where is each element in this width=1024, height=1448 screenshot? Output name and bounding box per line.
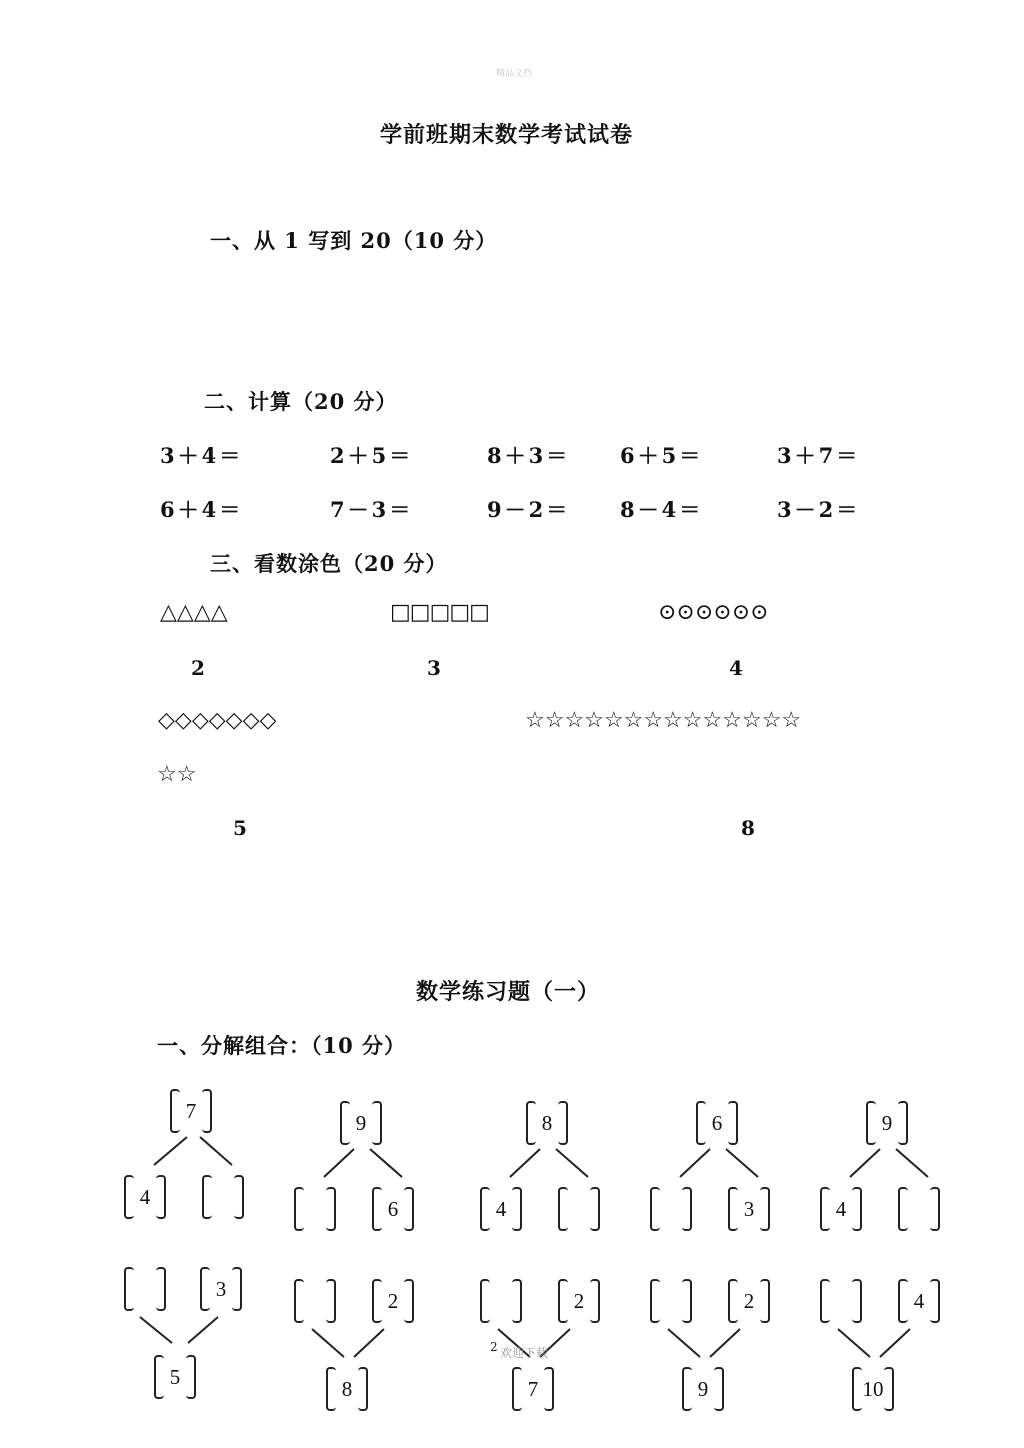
number-box[interactable]: 4 (124, 1175, 166, 1219)
calc-expression: 3＋4＝ (160, 443, 244, 468)
calc-expression: 7－3＝ (330, 497, 414, 522)
color-count: 4 (729, 656, 743, 680)
number-box[interactable] (294, 1187, 336, 1231)
section-1-heading: 一、从 1 写到 20（10 分） (210, 228, 498, 253)
number-box[interactable]: 6 (696, 1101, 738, 1145)
number-box[interactable]: 3 (200, 1267, 242, 1311)
split-tree (478, 1097, 618, 1237)
dotted-circle-group: ⊙⊙⊙⊙⊙⊙ (658, 600, 769, 625)
number-box[interactable]: 10 (852, 1367, 894, 1411)
number-box[interactable]: 3 (728, 1187, 770, 1231)
number-box[interactable]: 2 (558, 1279, 600, 1323)
color-count: 5 (233, 816, 247, 840)
color-count: 8 (741, 816, 755, 840)
number-box[interactable]: 8 (526, 1101, 568, 1145)
number-box[interactable]: 6 (372, 1187, 414, 1231)
practice-title: 数学练习题（一） (416, 979, 601, 1005)
combine-tree (122, 1265, 262, 1405)
number-box[interactable] (820, 1279, 862, 1323)
number-box[interactable]: 2 (728, 1279, 770, 1323)
number-box[interactable] (898, 1187, 940, 1231)
square-group: □□□□□ (390, 600, 489, 625)
star-group-continued: ☆☆ (157, 762, 197, 787)
number-box[interactable]: 4 (820, 1187, 862, 1231)
calc-expression: 9－2＝ (487, 497, 571, 522)
number-box[interactable]: 7 (512, 1367, 554, 1411)
number-box[interactable] (202, 1175, 244, 1219)
watermark: 精品文档 (496, 69, 533, 79)
number-box[interactable]: 7 (170, 1089, 212, 1133)
split-tree (648, 1097, 788, 1237)
page-number: 2 (490, 1340, 498, 1354)
number-box[interactable]: 4 (480, 1187, 522, 1231)
number-box[interactable] (294, 1279, 336, 1323)
page-title: 学前班期末数学考试试卷 (380, 122, 634, 148)
number-box[interactable]: 9 (682, 1367, 724, 1411)
number-box[interactable]: 5 (154, 1355, 196, 1399)
split-tree (122, 1085, 262, 1225)
star-group: ☆☆☆☆☆☆☆☆☆☆☆☆☆☆ (525, 708, 802, 733)
number-box[interactable]: 9 (866, 1101, 908, 1145)
combine-tree (292, 1277, 432, 1417)
triangle-group: △△△△ (160, 600, 228, 625)
calc-expression: 3－2＝ (777, 497, 861, 522)
number-box[interactable] (650, 1279, 692, 1323)
calc-expression: 8－4＝ (620, 497, 704, 522)
calc-expression: 6＋4＝ (160, 497, 244, 522)
number-box[interactable]: 8 (326, 1367, 368, 1411)
section-2-heading: 二、计算（20 分） (204, 389, 398, 414)
calc-expression: 3＋7＝ (777, 443, 861, 468)
number-box[interactable] (650, 1187, 692, 1231)
calc-expression: 2＋5＝ (330, 443, 414, 468)
number-box[interactable] (558, 1187, 600, 1231)
section-3-heading: 三、看数涂色（20 分） (210, 551, 448, 576)
number-box[interactable] (480, 1279, 522, 1323)
color-count: 2 (191, 656, 205, 680)
footer-text: 欢迎下载 (500, 1346, 549, 1360)
diamond-group: ◇◇◇◇◇◇◇ (158, 708, 277, 733)
calc-expression: 8＋3＝ (487, 443, 571, 468)
practice-heading: 一、分解组合：（10 分） (157, 1033, 407, 1058)
combine-tree (818, 1277, 958, 1417)
color-count: 3 (427, 656, 441, 680)
number-box[interactable] (124, 1267, 166, 1311)
number-box[interactable]: 4 (898, 1279, 940, 1323)
split-tree (292, 1097, 432, 1237)
split-tree (818, 1097, 958, 1237)
combine-tree (648, 1277, 788, 1417)
calc-expression: 6＋5＝ (620, 443, 704, 468)
number-box[interactable]: 9 (340, 1101, 382, 1145)
number-box[interactable]: 2 (372, 1279, 414, 1323)
